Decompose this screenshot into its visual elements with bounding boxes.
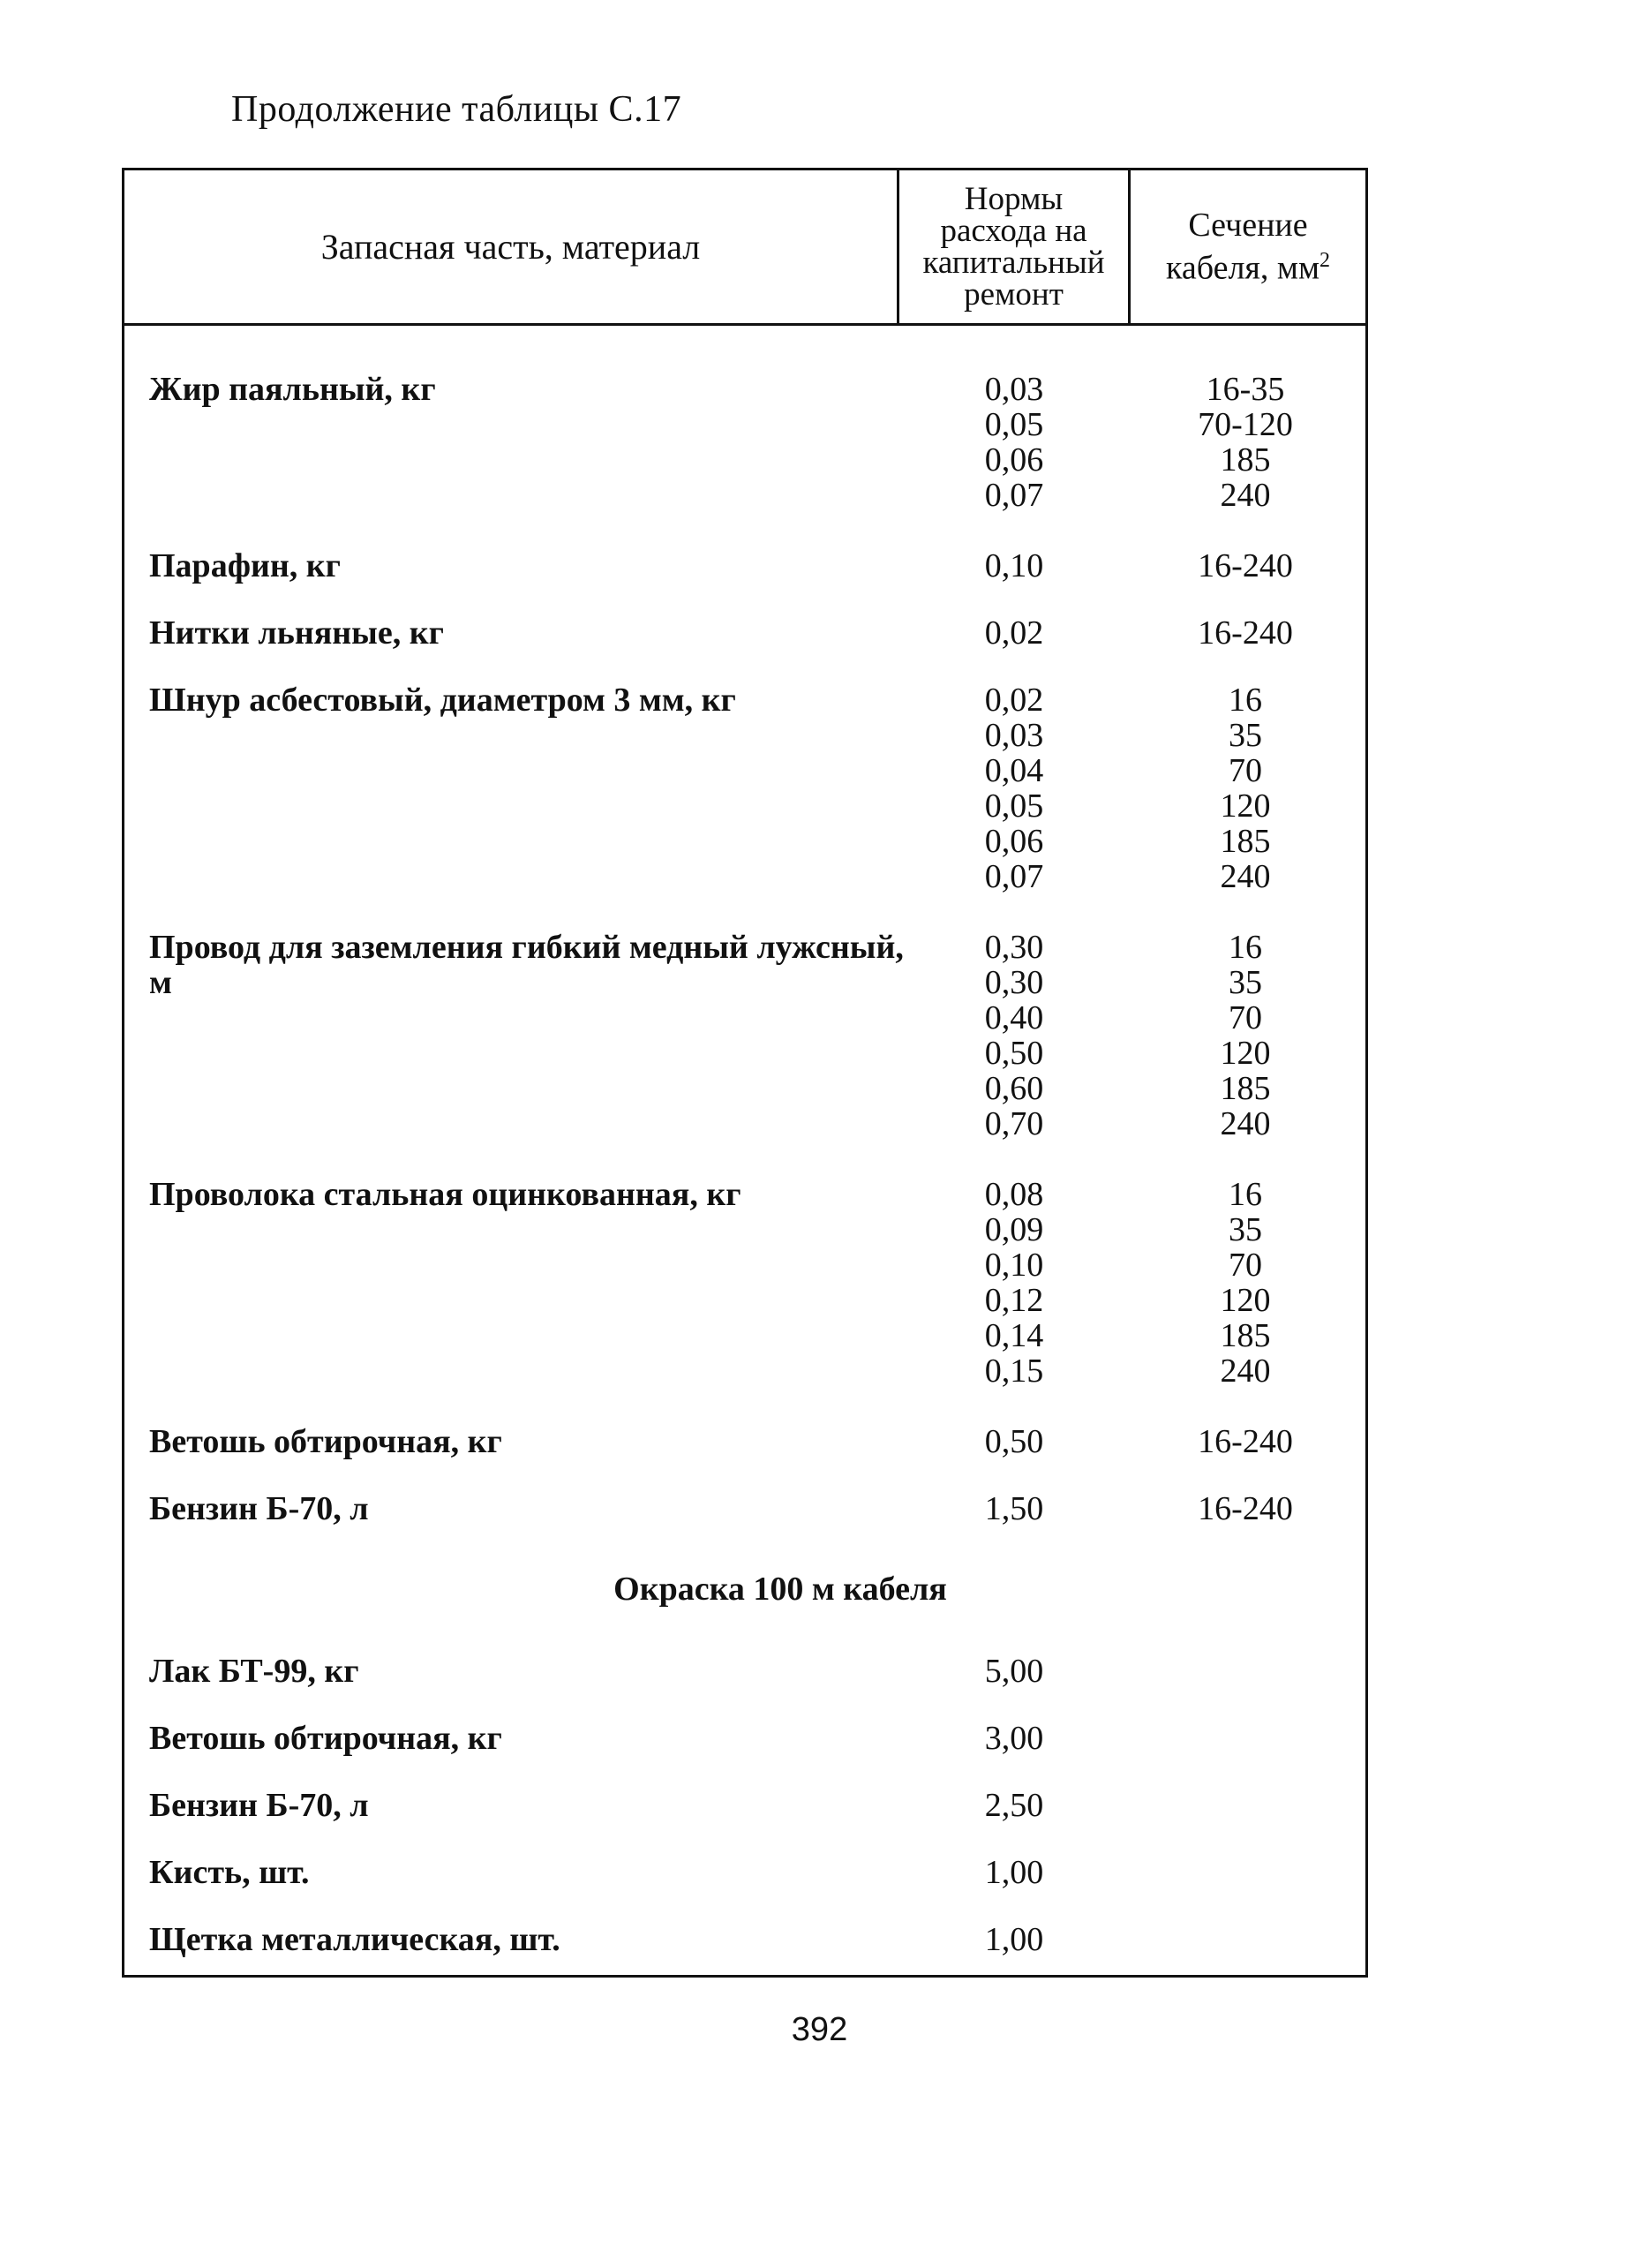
header-norm — [899, 170, 1131, 323]
section-value: 16-35 — [1206, 371, 1285, 408]
section-value: 16 — [1229, 1176, 1262, 1213]
section-value: 185 — [1220, 441, 1271, 478]
norm-value: 0,10 — [984, 547, 1044, 584]
header-section-line: Сечение — [1188, 207, 1308, 245]
section-cell — [1148, 372, 1342, 513]
section-value: 35 — [1229, 1211, 1262, 1248]
norm-cell — [917, 548, 1111, 584]
norms-table — [122, 168, 1368, 1978]
section-value: 16 — [1229, 929, 1262, 966]
page-number: 392 — [791, 2011, 848, 2048]
norm-value: 0,07 — [984, 477, 1044, 514]
section-cell — [1148, 1177, 1342, 1389]
section-value: 240 — [1220, 1105, 1271, 1142]
norm-cell — [917, 1177, 1111, 1389]
material-cell: Лак БТ-99, кг — [149, 1653, 359, 1690]
norm-cell — [917, 1721, 1111, 1756]
norm-value: 0,50 — [984, 1423, 1044, 1460]
norm-value: 0,06 — [984, 441, 1044, 478]
header-norm-line: капитальный — [922, 244, 1105, 281]
header-section — [1131, 170, 1365, 323]
section-cell — [1148, 1491, 1342, 1526]
section-value: 16-240 — [1198, 1423, 1293, 1460]
material-cell: Щетка металлическая, шт. — [149, 1921, 560, 1958]
norm-value: 0,10 — [984, 1247, 1044, 1284]
norm-value: 0,15 — [984, 1353, 1044, 1390]
norm-cell — [917, 682, 1111, 894]
material-cell: Шнур асбестовый, диаметром 3 мм, кг — [149, 682, 736, 719]
norm-value: 0,08 — [984, 1176, 1044, 1213]
section-value: 185 — [1220, 1070, 1271, 1107]
norm-value: 0,04 — [984, 752, 1044, 789]
section-cell — [1148, 682, 1342, 894]
norm-value: 0,70 — [984, 1105, 1044, 1142]
header-section-superscript: 2 — [1319, 249, 1330, 273]
norm-cell — [917, 1855, 1111, 1890]
norm-value: 0,09 — [984, 1211, 1044, 1248]
norm-value: 0,30 — [984, 964, 1044, 1001]
norm-cell — [917, 1654, 1111, 1689]
norm-cell — [917, 372, 1111, 513]
norm-value: 2,50 — [984, 1787, 1044, 1824]
header-section-line: кабеля, мм — [1166, 249, 1319, 287]
norm-cell — [917, 615, 1111, 651]
section-cell — [1148, 615, 1342, 651]
norm-value: 0,07 — [984, 858, 1044, 895]
norm-value: 0,02 — [984, 614, 1044, 652]
material-cell: Бензин Б-70, л — [149, 1787, 369, 1824]
section-value: 16-240 — [1198, 614, 1293, 652]
material-cell: Ветошь обтирочная, кг — [149, 1423, 502, 1460]
norm-value: 3,00 — [984, 1720, 1044, 1757]
section-value: 16-240 — [1198, 1490, 1293, 1527]
section-value: 35 — [1229, 964, 1262, 1001]
section-value: 185 — [1220, 1317, 1271, 1354]
material-cell: Проволока стальная оцинкованная, кг — [149, 1176, 741, 1213]
section-cell — [1148, 1424, 1342, 1459]
header-norm-line: расхода на — [940, 212, 1087, 249]
norm-value: 0,50 — [984, 1035, 1044, 1072]
section-value: 35 — [1229, 717, 1262, 754]
section-title: Окраска 100 м кабеля — [613, 1571, 947, 1608]
section-value: 120 — [1220, 1035, 1271, 1072]
norm-cell — [917, 1491, 1111, 1526]
norm-value: 5,00 — [984, 1653, 1044, 1690]
material-cell: Провод для заземления гибкий медный лужсный, м — [149, 929, 904, 1001]
table-caption: Продолжение таблицы С.17 — [231, 89, 682, 130]
norm-value: 0,40 — [984, 999, 1044, 1036]
section-value: 16 — [1229, 682, 1262, 719]
material-cell: Ветошь обтирочная, кг — [149, 1720, 502, 1757]
norm-value: 1,00 — [984, 1854, 1044, 1891]
norm-value: 0,05 — [984, 406, 1044, 443]
section-cell — [1148, 548, 1342, 584]
norm-value: 1,00 — [984, 1921, 1044, 1958]
section-value: 16-240 — [1198, 547, 1293, 584]
section-value: 185 — [1220, 823, 1271, 860]
norm-cell — [917, 930, 1111, 1142]
material-cell: Кисть, шт. — [149, 1854, 310, 1891]
section-value: 240 — [1220, 477, 1271, 514]
norm-value: 0,02 — [984, 682, 1044, 719]
material-cell: Нитки льняные, кг — [149, 614, 444, 652]
norm-value: 0,03 — [984, 717, 1044, 754]
norm-value: 0,12 — [984, 1282, 1044, 1319]
header-norm-line: ремонт — [964, 275, 1064, 313]
table-header — [124, 170, 1365, 326]
norm-value: 0,05 — [984, 787, 1044, 825]
norm-value: 0,60 — [984, 1070, 1044, 1107]
norm-cell — [917, 1922, 1111, 1957]
norm-value: 0,03 — [984, 371, 1044, 408]
norm-cell — [917, 1788, 1111, 1823]
norm-value: 0,06 — [984, 823, 1044, 860]
header-norm-line: Нормы — [964, 180, 1064, 217]
section-value: 120 — [1220, 787, 1271, 825]
header-material-label: Запасная часть, материал — [320, 227, 701, 267]
section-value: 70 — [1229, 752, 1262, 789]
material-cell: Парафин, кг — [149, 547, 341, 584]
section-value: 120 — [1220, 1282, 1271, 1319]
norm-value: 1,50 — [984, 1490, 1044, 1527]
material-cell: Жир паяльный, кг — [149, 371, 436, 408]
section-value: 240 — [1220, 858, 1271, 895]
section-value: 70 — [1229, 999, 1262, 1036]
section-value: 240 — [1220, 1353, 1271, 1390]
section-cell — [1148, 930, 1342, 1142]
norm-value: 0,30 — [984, 929, 1044, 966]
header-material — [124, 170, 899, 323]
section-value: 70 — [1229, 1247, 1262, 1284]
norm-cell — [917, 1424, 1111, 1459]
material-cell: Бензин Б-70, л — [149, 1490, 369, 1527]
norm-value: 0,14 — [984, 1317, 1044, 1354]
section-value: 70-120 — [1198, 406, 1293, 443]
